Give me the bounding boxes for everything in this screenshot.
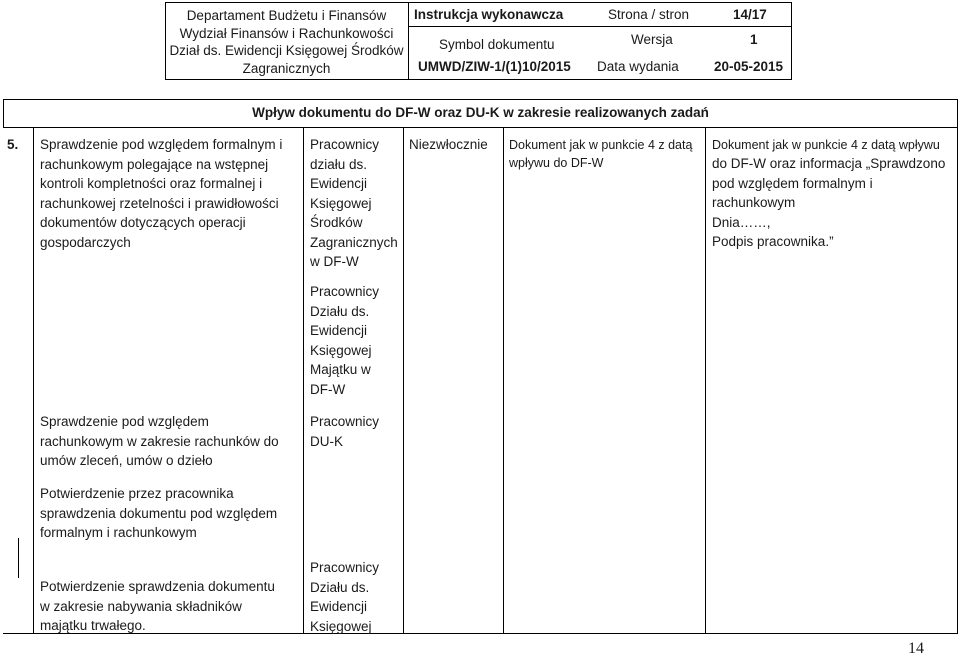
responsible-2-line: Działu ds. <box>310 303 370 319</box>
page-value: 14/17 <box>733 7 767 22</box>
document-line: Dokument jak w punkcie 4 z datą <box>509 138 693 152</box>
task-3-line: sprawdzenia dokumentu pod względem <box>40 505 278 521</box>
table-title-divider <box>3 127 958 128</box>
output-line: Dokument jak w punkcie 4 z datą wpływu <box>712 138 940 152</box>
output-line: Podpis pracownika.” <box>712 234 834 249</box>
margin-bracket-line <box>18 538 19 578</box>
document-line: wpływu do DF-W <box>509 156 604 170</box>
responsible-1-line: w DF-W <box>310 254 359 269</box>
task-3 <box>40 484 302 543</box>
task-3-line: formalnym i rachunkowym <box>40 525 197 540</box>
task-3-line: Potwierdzenie przez pracownika <box>40 486 234 501</box>
responsible-3-line: DU-K <box>310 433 343 449</box>
version-label: Wersja <box>631 32 673 47</box>
output-line: do DF-W oraz informacja „Sprawdzono <box>712 156 946 171</box>
responsible-1-line: Środków <box>310 215 363 230</box>
responsible-1-line: Księgowej <box>310 195 372 211</box>
responsible-1 <box>310 135 402 272</box>
responsible-1-line: działu ds. <box>310 156 368 172</box>
task-4-line: majątku trwałego. <box>40 618 146 633</box>
output-line: pod względem formalnym i <box>712 175 873 191</box>
department-line-3: Dział ds. Ewidencji Księgowej Środków <box>169 43 404 58</box>
task-1-line: Sprawdzenie pod względem formalnym i <box>40 137 283 152</box>
column-divider-4 <box>503 128 504 634</box>
document-cell <box>509 136 704 172</box>
task-1 <box>40 135 302 252</box>
output-cell <box>712 136 956 252</box>
version-value: 1 <box>750 32 758 47</box>
task-2-line: umów zleceń, umów o dzieło <box>40 453 213 468</box>
column-divider-2 <box>303 128 304 634</box>
responsible-2-line: Ewidencji <box>310 323 368 338</box>
task-4 <box>40 577 302 636</box>
task-2-line: Sprawdzenie pod względem <box>40 414 209 429</box>
task-2-line: rachunkowym w zakresie rachunków do <box>40 433 279 449</box>
responsible-3 <box>310 412 402 451</box>
column-divider-5 <box>705 128 706 634</box>
responsible-4-line: Działu ds. <box>310 579 370 595</box>
responsible-1-line: Zagranicznych <box>310 234 398 250</box>
responsible-2-line: Majątku w <box>310 362 371 377</box>
table-border-right <box>957 99 958 634</box>
symbol-value: UMWD/ZIW-1/(1)10/2015 <box>418 59 571 74</box>
task-1-line: kontroli kompletności oraz formalnej i <box>40 176 263 191</box>
section-title: Wpływ dokumentu do DF-W oraz DU-K w zakresie realizowanych zadań <box>252 105 709 120</box>
task-2 <box>40 412 302 471</box>
output-line: Dnia……, <box>712 214 771 230</box>
responsible-3-line: Pracownicy <box>310 414 380 429</box>
task-4-line: Potwierdzenie sprawdzenia dokumentu <box>40 579 275 594</box>
task-1-line: dokumentów dotyczących operacji <box>40 215 246 230</box>
page-number: 14 <box>908 640 924 657</box>
task-1-line: rachunkowej rzetelności i prawidłowości <box>40 195 279 211</box>
responsible-2-line: DF-W <box>310 381 346 397</box>
department-block <box>165 7 408 77</box>
department-line-4: Zagranicznych <box>242 60 331 76</box>
responsible-2 <box>310 282 402 399</box>
header-row-divider <box>408 26 792 27</box>
deadline: Niezwłocznie <box>409 137 488 152</box>
column-divider-1 <box>33 128 34 634</box>
header-border-top <box>165 2 792 3</box>
responsible-2-line: Księgowej <box>310 342 372 358</box>
department-line-1: Departament Budżetu i Finansów <box>186 8 387 23</box>
doc-type: Instrukcja wykonawcza <box>414 7 564 22</box>
task-4-line: w zakresie nabywania składników <box>40 598 242 614</box>
output-line: rachunkowym <box>712 195 796 210</box>
header-border-bottom <box>165 79 792 80</box>
issue-value: 20-05-2015 <box>714 59 784 74</box>
responsible-4-line: Księgowej <box>310 618 372 634</box>
page-label: Strona / stron <box>608 7 690 22</box>
symbol-label: Symbol dokumentu <box>439 37 555 52</box>
responsible-2-line: Pracownicy <box>310 284 380 299</box>
issue-label: Data wydania <box>597 59 679 74</box>
department-line-2: Wydział Finansów i Rachunkowości <box>179 25 394 41</box>
row-number: 5. <box>7 137 19 152</box>
document-header <box>165 2 792 80</box>
task-1-line: rachunkowym polegające na wstępnej <box>40 156 269 172</box>
responsible-4-line: Pracownicy <box>310 560 380 575</box>
responsible-4 <box>310 558 402 636</box>
responsible-1-line: Pracownicy <box>310 137 380 152</box>
responsible-4-line: Ewidencji <box>310 599 368 614</box>
column-divider-3 <box>403 128 404 634</box>
task-1-line: gospodarczych <box>40 234 131 250</box>
responsible-1-line: Ewidencji <box>310 176 368 191</box>
header-divider <box>408 2 409 80</box>
